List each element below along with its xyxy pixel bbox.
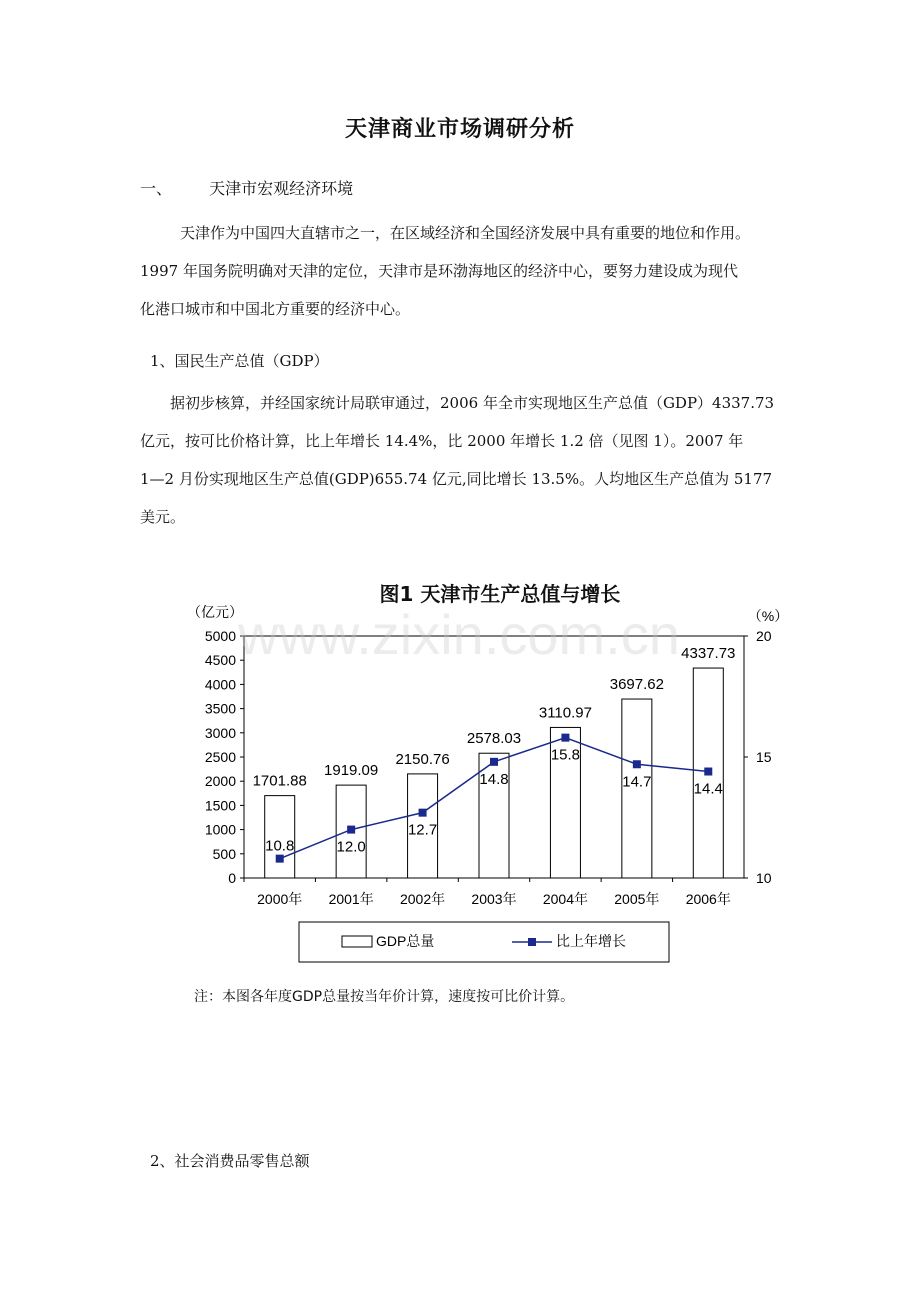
chart-note: 注：本图各年度GDP总量按当年价计算，速度按可比价计算。	[194, 989, 575, 1005]
left-axis-tick-label: 2500	[204, 749, 236, 765]
x-axis-tick-label: 2000年	[257, 891, 303, 907]
document-title: 天津商业市场调研分析	[344, 117, 575, 142]
gdp-bar-label: 2150.76	[395, 750, 450, 768]
left-axis-tick-label: 2000	[204, 773, 236, 790]
intro-line: 1997 年国务院明确对天津的定位，天津市是环渤海地区的经济中心，要努力建设成为现代	[140, 262, 738, 280]
gdp-bar-label: 3697.62	[609, 676, 664, 694]
growth-point-label: 12.0	[336, 838, 366, 856]
intro-line: 化港口城市和中国北方重要的经济中心。	[140, 300, 411, 318]
growth-point	[490, 758, 498, 766]
chart-title: 图1 天津市生产总值与增长	[379, 582, 621, 606]
intro-line: 天津作为中国四大直辖市之一，在区域经济和全国经济发展中具有重要的地位和作用。	[180, 224, 751, 242]
growth-point	[347, 826, 355, 834]
x-axis-tick-label: 2004年	[542, 891, 589, 907]
growth-point	[419, 809, 427, 817]
gdp-bar-label: 2578.03	[466, 730, 522, 748]
intro-paragraph	[140, 214, 790, 328]
left-axis-tick-label: 1000	[204, 821, 236, 838]
x-axis-tick-label: 2003年	[471, 891, 517, 907]
legend-line-label: 比上年增长	[556, 933, 626, 949]
left-axis-tick-label: 3000	[204, 724, 236, 741]
gdp-bar-label: 1919.09	[324, 762, 379, 780]
gdp-bar-label: 4337.73	[681, 645, 736, 663]
right-axis-tick-label: 20	[756, 628, 772, 644]
growth-point-label: 12.7	[407, 821, 438, 839]
left-axis-tick-label: 0	[228, 870, 236, 886]
growth-point	[704, 768, 712, 776]
growth-point-label: 14.8	[479, 770, 509, 788]
x-axis-tick-label: 2002年	[399, 891, 446, 907]
left-axis-tick-label: 1500	[204, 797, 236, 814]
growth-point-label: 15.8	[550, 746, 581, 764]
subheading-gdp: 1、国民生产总值（GDP）	[150, 352, 329, 370]
growth-point	[561, 734, 569, 742]
gdp-paragraph	[140, 384, 790, 536]
section-title: 天津市宏观经济环境	[209, 179, 354, 198]
left-axis-tick-label: 4500	[204, 652, 236, 669]
x-axis-tick-label: 2006年	[685, 891, 731, 907]
watermark-text: www.zixin.com.cn	[238, 603, 680, 666]
growth-point-label: 14.7	[622, 773, 652, 791]
x-axis-tick-label: 2001年	[328, 891, 374, 907]
section-heading	[140, 176, 353, 199]
legend-bar-swatch	[342, 936, 372, 947]
growth-point-label: 14.4	[693, 780, 723, 798]
legend-line-marker	[528, 938, 536, 946]
left-axis-tick-label: 500	[212, 845, 236, 862]
right-axis-unit: （%）	[747, 608, 789, 624]
subheading-retail: 2、社会消费品零售总额	[150, 1152, 310, 1170]
gdp-line: 据初步核算，并经国家统计局联审通过，2006 年全市实现地区生产总值（GDP）4337.73	[170, 394, 775, 412]
right-axis-tick-label: 10	[756, 870, 772, 886]
gdp-line: 美元。	[140, 508, 186, 526]
growth-point-label: 10.8	[265, 837, 295, 855]
left-axis-tick-label: 5000	[204, 628, 236, 644]
left-axis-unit: （亿元）	[187, 604, 243, 620]
gdp-bar-label: 1701.88	[252, 772, 307, 790]
legend-bar-label: GDP总量	[376, 933, 435, 949]
gdp-line: 1—2 月份实现地区生产总值(GDP)655.74 亿元,同比增长 13.5%。人均地区生产总值为 5177	[140, 470, 773, 488]
gdp-line: 亿元，按可比价格计算，比上年增长 14.4%，比 2000 年增长 1.2 倍（见图 1）。2007 年	[140, 432, 744, 450]
growth-point	[633, 760, 641, 768]
right-axis-tick-label: 15	[756, 749, 772, 765]
section-number: 一、	[140, 179, 173, 198]
growth-point	[276, 855, 284, 863]
x-axis-tick-label: 2005年	[614, 891, 660, 907]
left-axis-tick-label: 3500	[204, 700, 236, 717]
gdp-bar-label: 3110.97	[538, 704, 592, 722]
left-axis-tick-label: 4000	[204, 676, 236, 693]
